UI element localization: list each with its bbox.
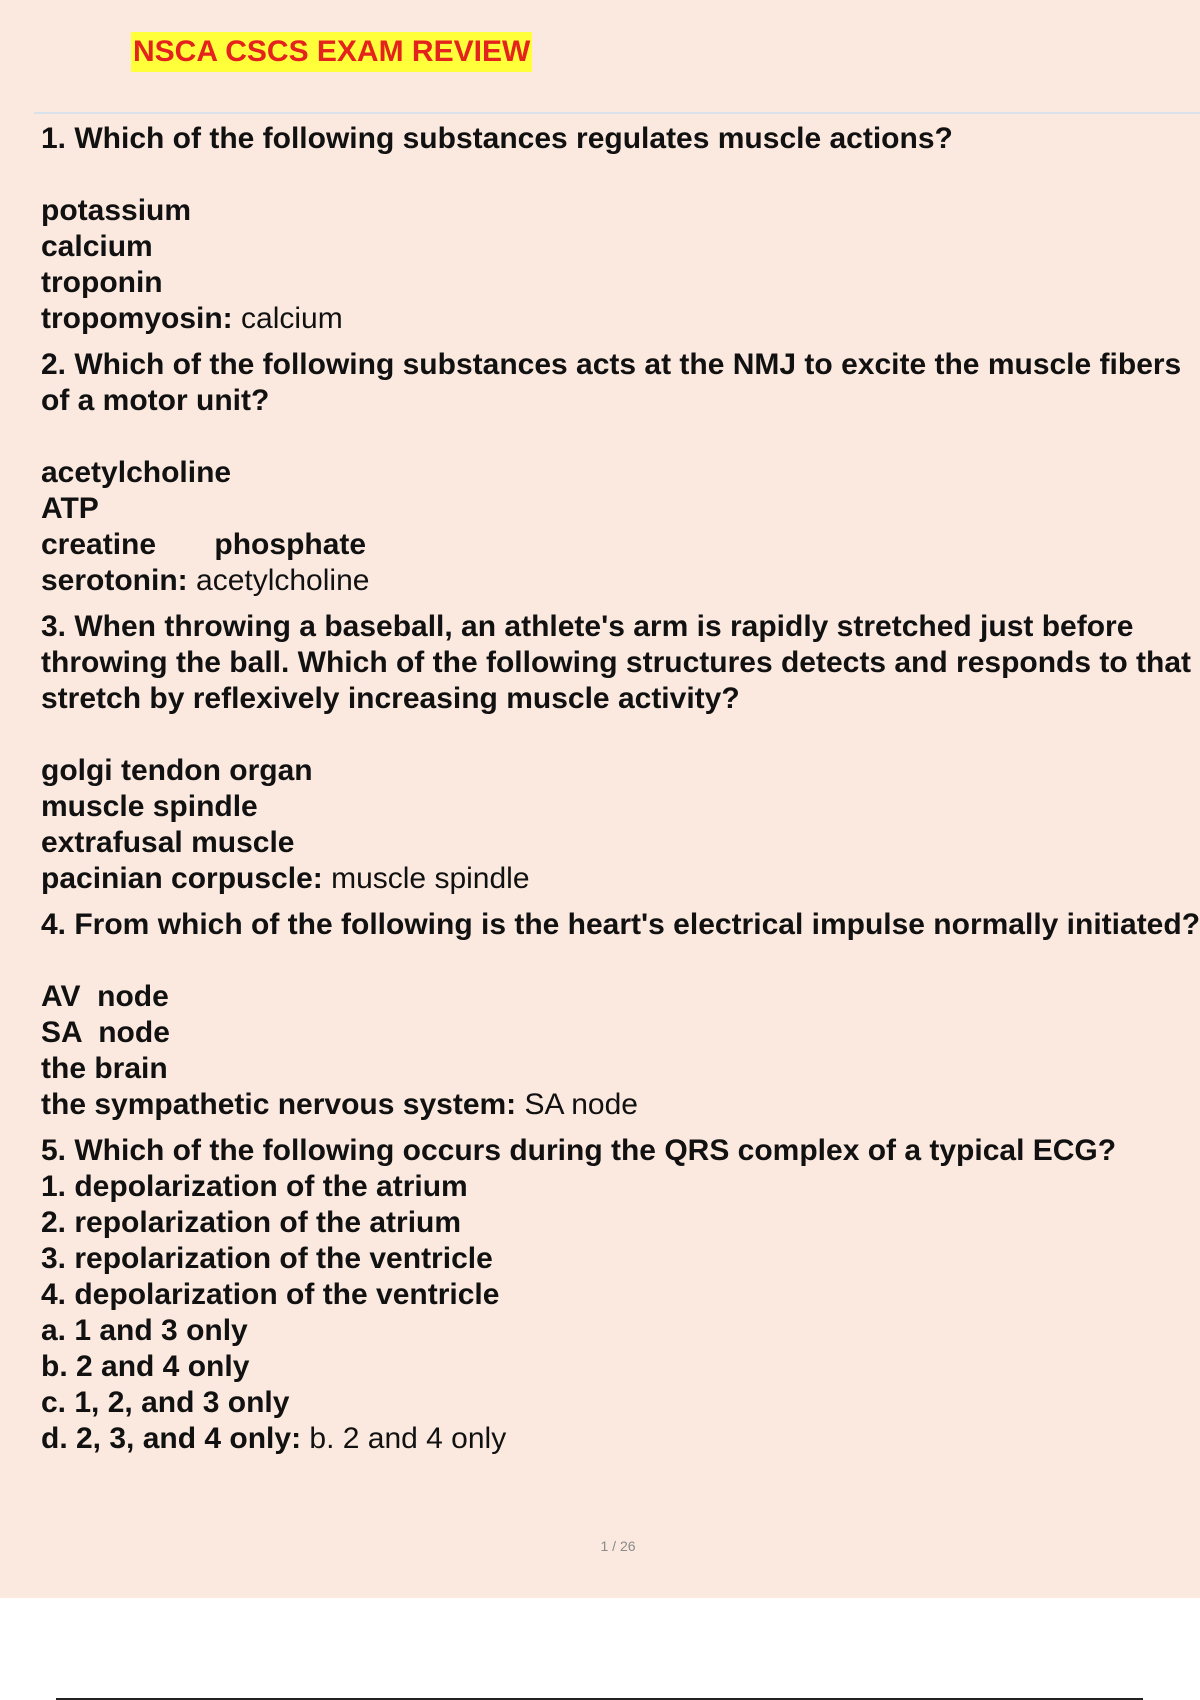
- answer-option-label: d. 2, 3, and 4 only:: [41, 1422, 302, 1455]
- answer-option: acetylcholine: [41, 456, 232, 489]
- answer-option: c. 1, 2, and 3 only: [41, 1386, 290, 1419]
- page-number: 1 / 26: [600, 1538, 636, 1554]
- correct-answer: acetylcholine: [187, 564, 370, 597]
- answer-option: 4. depolarization of the ventricle: [41, 1278, 500, 1311]
- question-text: 3. When throwing a baseball, an athlete's arm is rapidly stretched just before throwing the ball. Which of the following structures detects and responds to that stretch by reflexively increasing muscle activity?: [41, 610, 1192, 715]
- answer-option: 2. repolarization of the atrium: [41, 1206, 462, 1239]
- correct-answer: calcium: [232, 302, 343, 335]
- blank-line: [41, 717, 1200, 753]
- question-block-1: [41, 121, 1200, 337]
- blank-line: [41, 943, 1200, 979]
- answer-option-last: [41, 1421, 1200, 1457]
- answer-option-last: [41, 563, 1200, 599]
- question-text: 1. Which of the following substances regulates muscle actions?: [41, 122, 953, 155]
- document-title: NSCA CSCS EXAM REVIEW: [131, 32, 532, 72]
- answer-option-label: pacinian corpuscle:: [41, 862, 323, 895]
- answer-option-last: [41, 1087, 1200, 1123]
- blank-line: [41, 419, 1200, 455]
- answer-option-label: the sympathetic nervous system:: [41, 1088, 517, 1121]
- answer-option: potassium: [41, 194, 192, 227]
- answer-option: 1. depolarization of the atrium: [41, 1170, 468, 1203]
- answer-option: b. 2 and 4 only: [41, 1350, 250, 1383]
- answer-option: calcium: [41, 230, 153, 263]
- answer-option: a. 1 and 3 only: [41, 1314, 248, 1347]
- question-block-2: [41, 347, 1200, 599]
- blank-line: [41, 157, 1200, 193]
- answer-option-last: [41, 861, 1200, 897]
- question-list: [41, 121, 1200, 1467]
- answer-option: ATP: [41, 492, 99, 525]
- answer-option: SA node: [41, 1016, 170, 1049]
- answer-option-label: tropomyosin:: [41, 302, 233, 335]
- answer-option: AV node: [41, 980, 169, 1013]
- question-text: 2. Which of the following substances acts at the NMJ to excite the muscle fibers of a motor unit?: [41, 348, 1182, 417]
- question-text: 4. From which of the following is the heart's electrical impulse normally initiated?: [41, 908, 1200, 941]
- answer-option-last: [41, 301, 1200, 337]
- correct-answer: muscle spindle: [322, 862, 530, 895]
- correct-answer: b. 2 and 4 only: [301, 1422, 507, 1455]
- question-text: 5. Which of the following occurs during the QRS complex of a typical ECG?: [41, 1134, 1117, 1167]
- answer-option: extrafusal muscle: [41, 826, 295, 859]
- question-block-3: [41, 609, 1200, 897]
- answer-option: 3. repolarization of the ventricle: [41, 1242, 493, 1275]
- answer-option-label: serotonin:: [41, 564, 188, 597]
- answer-option: muscle spindle: [41, 790, 258, 823]
- answer-option: golgi tendon organ: [41, 754, 313, 787]
- question-block-5: [41, 1133, 1200, 1457]
- answer-option: creatine phosphate: [41, 528, 367, 561]
- answer-option: the brain: [41, 1052, 168, 1085]
- question-block-4: [41, 907, 1200, 1123]
- answer-option: troponin: [41, 266, 163, 299]
- correct-answer: SA node: [516, 1088, 638, 1121]
- header-divider: [34, 112, 1200, 114]
